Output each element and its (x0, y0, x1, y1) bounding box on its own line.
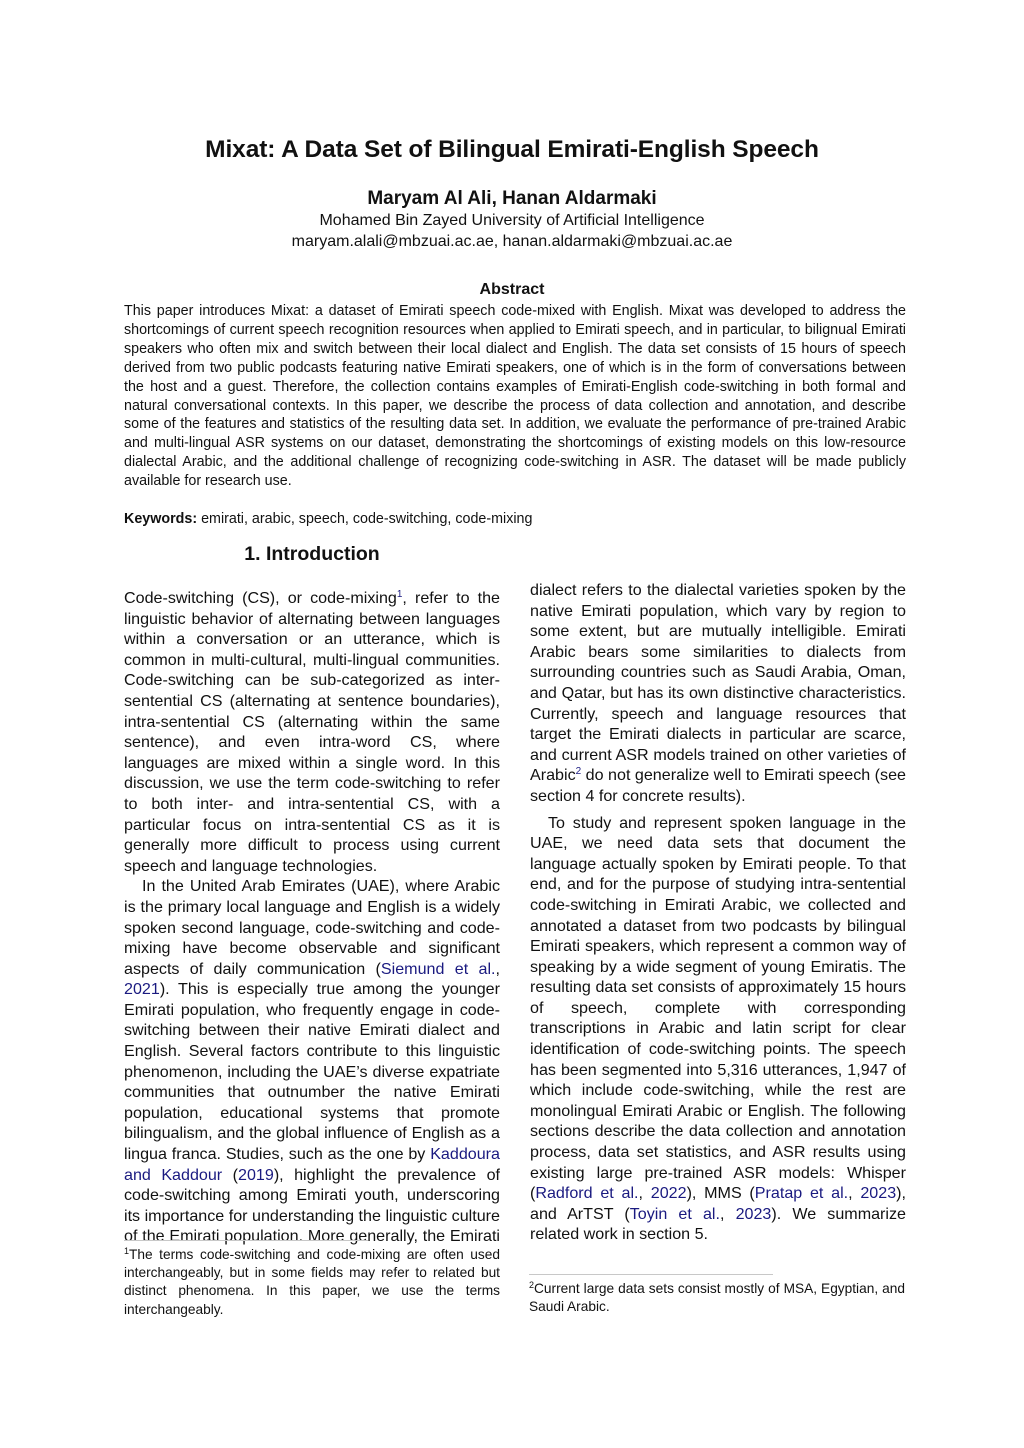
paper-affiliation: Mohamed Bin Zayed University of Artificial Intelligence (319, 212, 705, 229)
intro-paragraph-2: In the United Arab Emirates (UAE), where Arabic is the primary local language and English is a widely spoken second language, code-switching and code-mixing have become observable and significant aspects of daily communication (Siemund et al., 2021). This is especially true among the younger Emirati population, who frequently engage in code-switching between their native Emirati dialect and English. Several factors contribute to this linguistic phenomenon, including the UAE’s diverse expatriate communities that outnumber the native Emirati population, educational systems that promote bilingualism, and the global influence of English as a lingua franca. Studies, such as the one by Kaddoura and Kaddour (2019), highlight the prevalence of code-switching among Emirati youth, underscoring its importance for understanding the linguistic culture of the Emirati population. More generally, the Emirati dialect refers to the dialectal varieties spoken by the native Emirati population, which vary by region to some extent, but are mutually intelligible. Emirati Arabic bears some similarities to dialects from surrounding countries such as Saudi Arabia, Oman, and Qatar, but has its own distinctive characteristics. Currently, speech and language resources that target the Emirati dialects in particular are scarce, and current ASR models trained on other varieties of Arabic$^2$ do not generalize well to Emirati speech (see section 4 for concrete results). (124, 581, 906, 1246)
citation-year-toyin[interactable]: 2023 (735, 1204, 772, 1223)
citation-year-pratap[interactable]: 2023 (860, 1184, 897, 1203)
paper-authors: Maryam Al Ali, Hanan Aldarmaki (367, 188, 657, 209)
keywords-text: emirati, arabic, speech, code-switching, code-mixing (201, 511, 533, 527)
citation-link-pratap[interactable]: Pratap et al. (754, 1184, 849, 1203)
footnote-rule-right (529, 1274, 773, 1275)
footnote-rule-left (124, 1240, 368, 1241)
citation-year-radford[interactable]: 2022 (650, 1184, 687, 1203)
section-heading-introduction: 1. Introduction (244, 543, 380, 565)
footnote-ref-2[interactable]: 2 (575, 766, 582, 778)
footnote-1 (124, 1246, 500, 1319)
intro-body (124, 580, 906, 1248)
intro-paragraph-3: To study and represent spoken language in the UAE, we need data sets that document the language actually spoken by Emirati people. To that end, and for the purpose of studying intra-sentential code-switching in Emirati Arabic, we collected and annotated a dataset from two podcasts by bilingual Emirati speakers, which represent a common way of speaking by a wide segment of young Emiratis. The resulting data set consists of approximately 15 hours of speech, complete with corresponding transcriptions in Arabic and latin script for clear identification of code-switching points. The speech has been segmented into 5,316 utterances, 1,947 of which include code-switching, while the rest are monolingual Emirati Arabic or English. The following sections describe the data collection and annotation process, data set statistics, and ASR results using existing large pre-trained ASR models: Whisper (Radford et al., 2022), MMS (Pratap et al., 2023), and ArTST (Toyin et al., 2023). We summarize related work in section 5. (530, 813, 906, 1244)
citation-year-siemund[interactable]: 2021 (124, 980, 160, 999)
citation-link-toyin[interactable]: Toyin et al. (629, 1204, 720, 1223)
footnote-mark-2: 2 (529, 1280, 535, 1290)
keywords (124, 510, 906, 528)
citation-year-kaddoura[interactable]: 2019 (238, 1165, 274, 1184)
footnote-ref-1[interactable]: 1 (396, 589, 403, 600)
keywords-label: Keywords: (124, 511, 198, 527)
intro-paragraph-1: Code-switching (CS), or code-mixing$^1$, refer to the linguistic behavior of alternating between languages within a conversation or an utterance, which is common in multi-cultural, multi-lingual communities. Code-switching can be sub-categorized as inter-sentential CS (alternating at sentence boundaries), intra-sentential CS (alternating within the same sentence), and even intra-word CS, where languages are mixed within a single word. In this discussion, we use the term code-switching to refer to both inter- and intra-sentential CS, with a particular focus on intra-sentential CS as it is generally more difficult to process using current speech and language technologies. (124, 589, 500, 875)
footnote-text-1: The terms code-switching and code-mixing are often used interchangeably, but in some fields may refer to related but distinct phenomena. In this paper, we use the terms interchangeably. (124, 1247, 500, 1317)
footnote-2 (529, 1280, 905, 1316)
footnote-mark-1: 1 (124, 1246, 130, 1256)
abstract-heading: Abstract (479, 281, 545, 298)
citation-link-radford[interactable]: Radford et al. (535, 1184, 639, 1203)
citation-link-siemund[interactable]: Siemund et al. (380, 959, 496, 978)
abstract-text: This paper introduces Mixat: a dataset of Emirati speech code-mixed with English. Mixat was developed to address the shortcomings of current speech recognition resources when applied to Emirati speech, and in particular, to bilignual Emirati speakers who often mix and switch between their local dialect and English. The data set consists of 15 hours of speech derived from two public podcasts featuring native Emirati speakers, one of which is in the form of conversations between the host and a guest. Therefore, the collection contains examples of Emirati-English code-switching in both formal and natural conversational contexts. In this paper, we describe the process of data collection and annotation, and describe some of the features and statistics of the resulting data set. In addition, we evaluate the performance of pre-trained Arabic and multi-lingual ASR systems on our dataset, demonstrating the shortcomings of existing models on this low-resource dialectal Arabic, and the additional challenge of recognizing code-switching in ASR. The dataset will be made publicly available for research use. (124, 303, 906, 490)
paper-emails: maryam.alali@mbzuai.ac.ae, hanan.aldarmaki@mbzuai.ac.ae (291, 233, 733, 250)
paper-title: Mixat: A Data Set of Bilingual Emirati-English Speech (205, 136, 819, 163)
citation-link-kaddoura[interactable]: Kaddoura and Kaddour (124, 1145, 500, 1184)
footnote-text-2: Current large data sets consist mostly of MSA, Egyptian, and Saudi Arabic. (529, 1281, 905, 1315)
